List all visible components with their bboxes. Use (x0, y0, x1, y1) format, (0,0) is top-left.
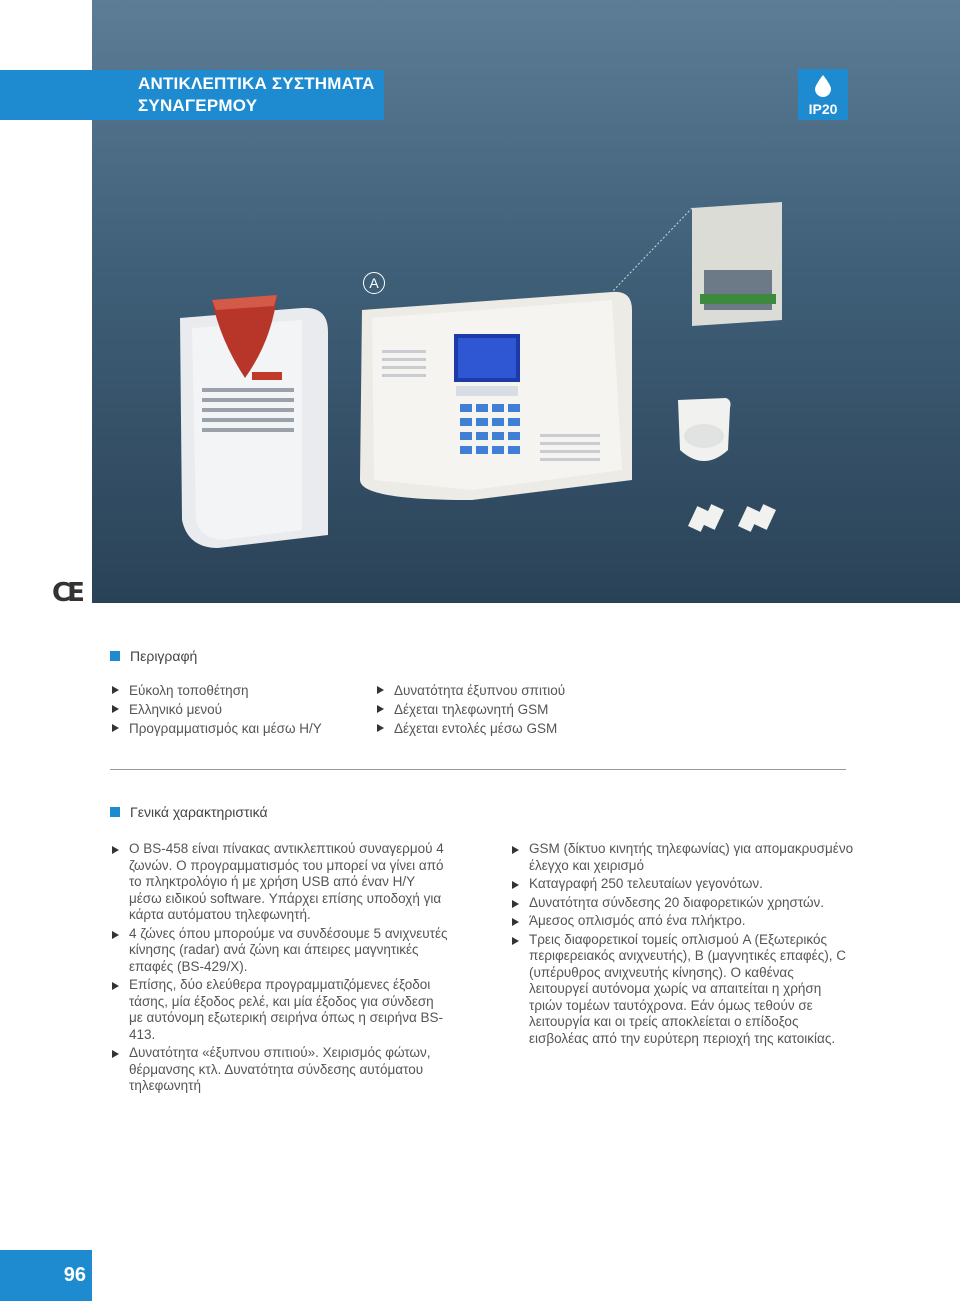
description-list-left (110, 681, 360, 738)
category-title (138, 73, 378, 117)
features-heading-text: Γενικά χαρακτηριστικά (130, 804, 268, 820)
arrow-bullet-icon (512, 918, 519, 926)
list-item: 4 ζώνες όπου μπορούμε να συνδέσουμε 5 ανιχνευτές κίνησης (radar) ανά ζώνη και άπειρες μαγνητικές επαφές (BS-429/X). (110, 926, 450, 976)
list-item: Προγραμματισμός και μέσω Η/Υ (110, 719, 360, 738)
arrow-bullet-icon (512, 881, 519, 889)
ip-rating-text: IP20 (808, 101, 838, 117)
ip-rating-badge (798, 69, 848, 120)
arrow-bullet-icon (377, 724, 384, 732)
arrow-bullet-icon (112, 931, 119, 939)
product-label-a: A (363, 272, 385, 294)
list-item: Δυνατότητα σύνδεσης 20 διαφορετικών χρηστών. (510, 895, 855, 912)
list-item: Δυνατότητα έξυπνου σπιτιού (375, 681, 675, 700)
back-plate-unit (612, 202, 782, 326)
arrow-bullet-icon (112, 846, 119, 854)
list-item: Εύκολη τοποθέτηση (110, 681, 360, 700)
arrow-bullet-icon (512, 900, 519, 908)
arrow-bullet-icon (112, 1050, 119, 1058)
list-item: Δέχεται τηλεφωνητή GSM (375, 700, 675, 719)
arrow-bullet-icon (512, 937, 519, 945)
features-list-left (110, 841, 450, 1097)
control-panel-unit (360, 292, 632, 500)
section-square-icon (110, 651, 120, 661)
list-item: Ελληνικό μενού (110, 700, 360, 719)
list-item: Τρεις διαφορετικοί τομείς οπλισμού A (Εξωτερικός περιφερειακός ανιχνευτής), B (μαγνητικές επαφές), C (υπέρυθρος ανιχνευτής κίνησης). Ο καθένας λειτουργεί αυτόνομα χωρίς να απαιτείται η χρήση τριών τομέων ταυτόχρονα. Εάν όμως τεθούν σε λειτουργία και οι τρείς αποκλείεται ο επίδοξος εισβολέας από την ευρύτερη περιοχή της κατοικίας. (510, 932, 855, 1048)
arrow-bullet-icon (112, 705, 119, 713)
product-illustration (92, 150, 812, 570)
list-item: Δυνατότητα «έξυπνου σπιτιού». Χειρισμός φώτων, θέρμανσης κτλ. Δυνατότητα σύνδεσης αυτόματου τηλεφωνητή (110, 1045, 450, 1095)
category-title-line1: ΑΝΤΙΚΛΕΠΤΙΚΑ ΣΥΣΤΗΜΑΤΑ (138, 74, 375, 93)
section-divider (110, 769, 846, 770)
ce-mark-icon: CE (52, 578, 81, 608)
list-item: GSM (δίκτυο κινητής τηλεφωνίας) για απομακρυσμένο έλεγχο και χειρισμό (510, 841, 855, 874)
list-item: Καταγραφή 250 τελευταίων γεγονότων. (510, 876, 855, 893)
description-heading-text: Περιγραφή (130, 648, 198, 664)
arrow-bullet-icon (112, 724, 119, 732)
description-list-right (375, 681, 675, 738)
magnetic-contacts (688, 504, 776, 532)
description-heading (110, 648, 197, 664)
arrow-bullet-icon (512, 846, 519, 854)
arrow-bullet-icon (377, 705, 384, 713)
arrow-bullet-icon (377, 686, 384, 694)
list-item: Επίσης, δύο ελεύθερα προγραμματιζόμενες έξοδοι τάσης, μία έξοδος ρελέ, και μία έξοδος για σύνδεση με αυτόνομη εξωτερική σειρήνα όπως η σειρήνα BS-413. (110, 977, 450, 1043)
list-item: Άμεσος οπλισμός από ένα πλήκτρο. (510, 913, 855, 930)
list-item: Ο BS-458 είναι πίνακας αντικλεπτικού συναγερμού 4 ζωνών. Ο προγραμματισμός του μπορεί να γίνει από το πληκτρολόγιο ή με χρήση USB από έναν Η/Υ μέσω ειδικού software. Υπάρχει επίσης υποδοχή για κάρτα αυτόματου τηλεφωνητή. (110, 841, 450, 924)
water-drop-icon (815, 75, 831, 97)
section-square-icon (110, 807, 120, 817)
motion-sensor-unit (678, 398, 731, 461)
arrow-bullet-icon (112, 982, 119, 990)
list-item: Δέχεται εντολές μέσω GSM (375, 719, 675, 738)
features-list-right (510, 841, 855, 1049)
category-title-line2: ΣΥΝΑΓΕΡΜΟΥ (138, 96, 258, 115)
page-number: 96 (63, 1264, 86, 1286)
siren-unit (180, 295, 328, 548)
features-heading (110, 804, 268, 820)
arrow-bullet-icon (112, 686, 119, 694)
